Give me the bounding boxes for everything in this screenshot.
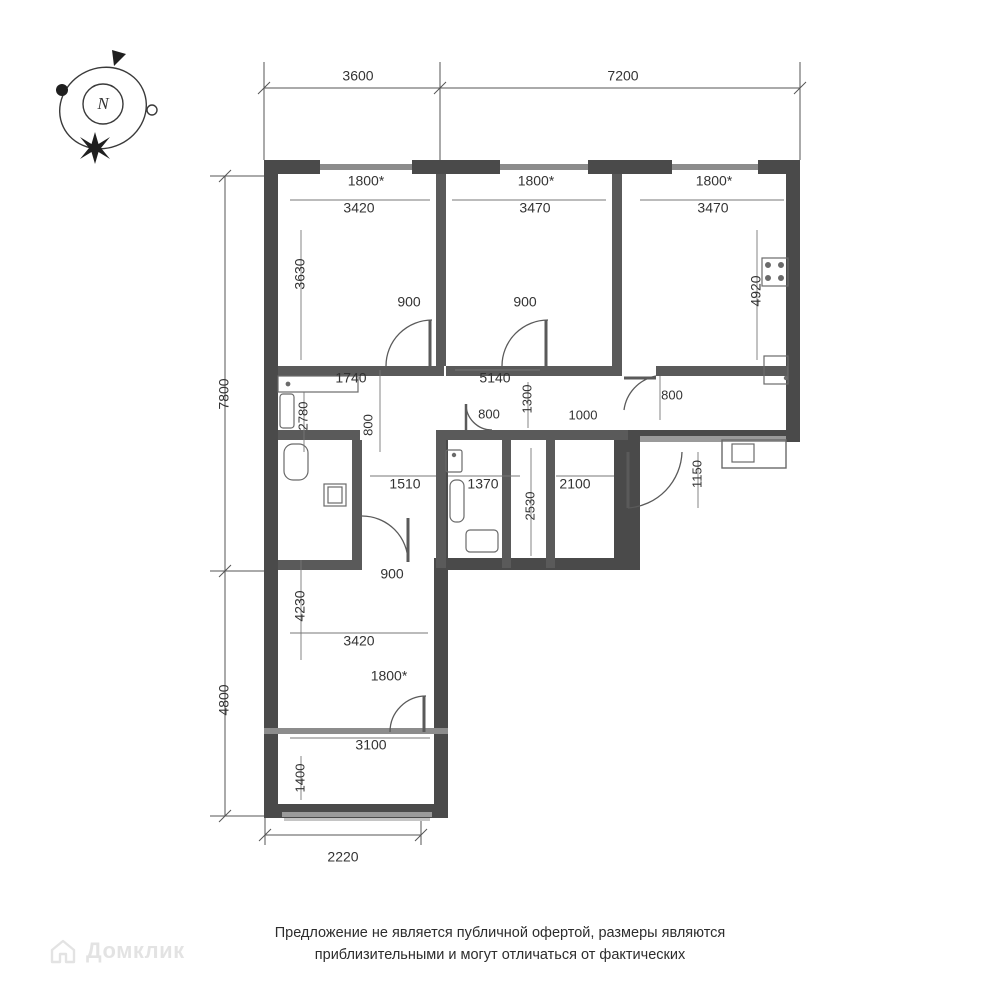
dim-hall-width: 5140	[479, 369, 511, 386]
compass-label: N	[97, 93, 109, 113]
dim-door-1: 900	[397, 293, 421, 310]
balcony-rail	[282, 812, 432, 821]
dim-living-width: 3420	[343, 632, 375, 649]
exterior-walls	[264, 160, 800, 818]
dim-room1-height: 3630	[291, 258, 308, 290]
dim-window-1: 1800*	[347, 172, 385, 189]
dim-left-upper: 7800	[215, 378, 232, 410]
dim-kitchen-height: 4920	[747, 275, 764, 307]
disclaimer-line-2: приблизительными и могут отличаться от фактических	[314, 947, 686, 963]
dim-window-3: 1800*	[695, 172, 733, 189]
dim-wc-width: 1510	[389, 475, 421, 492]
dim-balcony-depth: 1400	[292, 763, 308, 793]
dim-corridor-width: 1740	[335, 369, 367, 386]
dim-balcony-window: 1800*	[370, 667, 408, 684]
dim-store-width: 2100	[559, 475, 591, 492]
dim-nook-width: 1000	[568, 407, 598, 423]
dim-bath-width: 1370	[467, 475, 499, 492]
dim-hall-depth: 1300	[519, 384, 535, 414]
kitchen-balcony-strip	[640, 436, 786, 468]
dim-room3-width: 3470	[697, 199, 729, 216]
left-dimension-chain	[210, 170, 266, 822]
watermark-label: Домклик	[86, 938, 185, 963]
dimension-labels	[216, 68, 764, 865]
dim-balcony-width: 3100	[355, 736, 387, 753]
house-logo-icon	[48, 936, 78, 966]
dim-wc-entry-door: 900	[380, 565, 404, 582]
dim-left-lower: 4800	[215, 684, 232, 716]
dim-window-2: 1800*	[517, 172, 555, 189]
dim-living-height: 4230	[291, 590, 308, 622]
dim-door-2: 900	[513, 293, 537, 310]
dim-top-left-span: 3600	[342, 67, 374, 84]
compass-rose-icon	[46, 50, 160, 164]
dim-room1-width: 3420	[343, 199, 375, 216]
bottom-dimension-chain	[259, 818, 427, 845]
dim-kitchen-door: 800	[661, 387, 683, 403]
dim-bath-door: 800	[478, 406, 500, 422]
disclaimer-line-1: Предложение не является публичной офертой, размеры являются	[274, 925, 726, 941]
dim-corridor-depth: 2780	[295, 401, 311, 431]
dim-top-right-span: 7200	[607, 67, 639, 84]
dim-entry-door: 1150	[689, 460, 705, 488]
top-dimension-chain	[258, 62, 806, 160]
dim-wc-door: 800	[360, 414, 376, 436]
dim-bottom-span: 2220	[327, 848, 359, 865]
dim-room2-width: 3470	[519, 199, 551, 216]
watermark-logo	[48, 936, 185, 966]
dim-bath-height: 2530	[522, 491, 538, 521]
